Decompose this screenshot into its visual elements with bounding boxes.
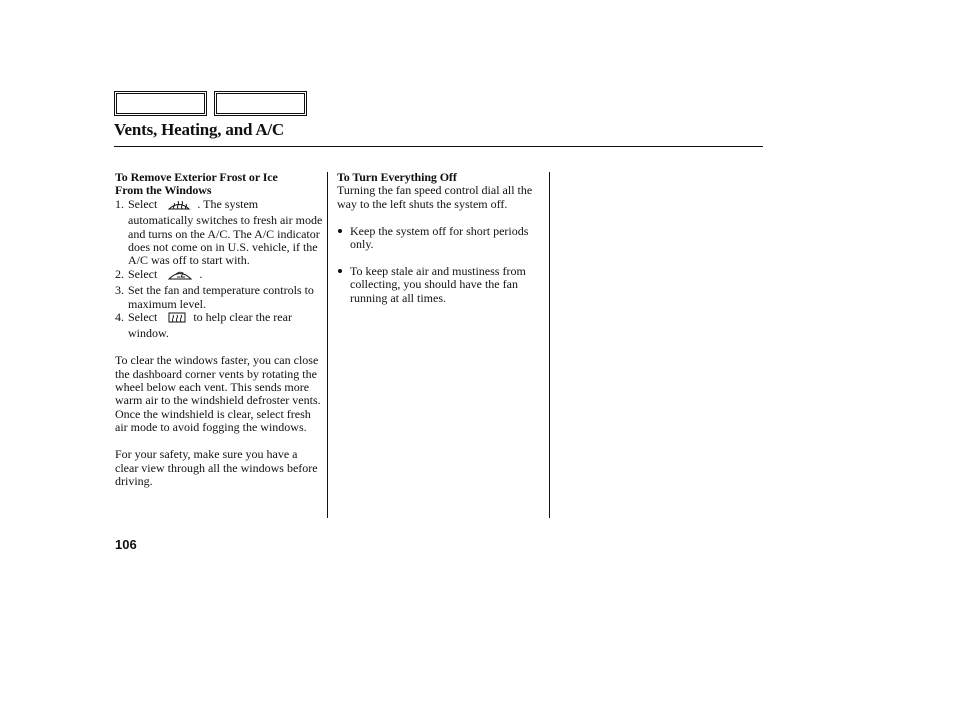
rear-defrost-icon: [167, 311, 187, 327]
column-divider-right: [549, 172, 550, 518]
paragraph-safety: For your safety, make sure you have a clear view through all the windows before driving.: [115, 447, 318, 488]
header-tab-box-2: [214, 91, 307, 116]
step-item: 4. Select to help clear the rear window.: [115, 310, 292, 341]
bullet-dot-icon: [338, 269, 342, 273]
bullet-item: Keep the system off for short periods only.: [337, 225, 545, 252]
bullet-dot-icon: [338, 229, 342, 233]
column-divider-left: [327, 172, 328, 518]
header-tab-box-1: [114, 91, 207, 116]
page-title: Vents, Heating, and A/C: [114, 120, 284, 139]
windshield-defrost-icon: [167, 198, 191, 214]
paragraph-turn-off: Turning the fan speed control dial all the way to the left shuts the system off.: [337, 183, 533, 211]
section-heading-turn-off: To Turn Everything Off: [337, 170, 457, 184]
middle-column: [337, 171, 545, 305]
page-number: 106: [115, 537, 137, 552]
left-column: [115, 171, 323, 488]
step-item: 3. Set the fan and temperature controls to maximum level.: [115, 283, 314, 311]
steps-list: [115, 198, 323, 341]
bullet-list: [337, 225, 545, 305]
floor-defrost-mode-icon: [167, 268, 193, 284]
section-heading-frost: To Remove Exterior Frost or Ice From the Windows: [115, 170, 278, 198]
paragraph-clear-faster: To clear the windows faster, you can close the dashboard corner vents by rotating the wheel below each vent. This sends more warm air to the windshield defroster vents. Once the windshield is clear, select fresh air mode to avoid fogging the windows.: [115, 353, 321, 435]
bullet-item: To keep stale air and mustiness from collecting, you should have the fan running at all times.: [337, 265, 545, 305]
step-item: 1. Select . The system automatically switches to fresh air mode and turns on the A/C. The A/C indicator does not come on in U.S. vehicle, if the A/C was off to start with.: [115, 196, 323, 268]
title-rule: [114, 146, 763, 147]
step-item: 2. Select .: [115, 268, 323, 284]
